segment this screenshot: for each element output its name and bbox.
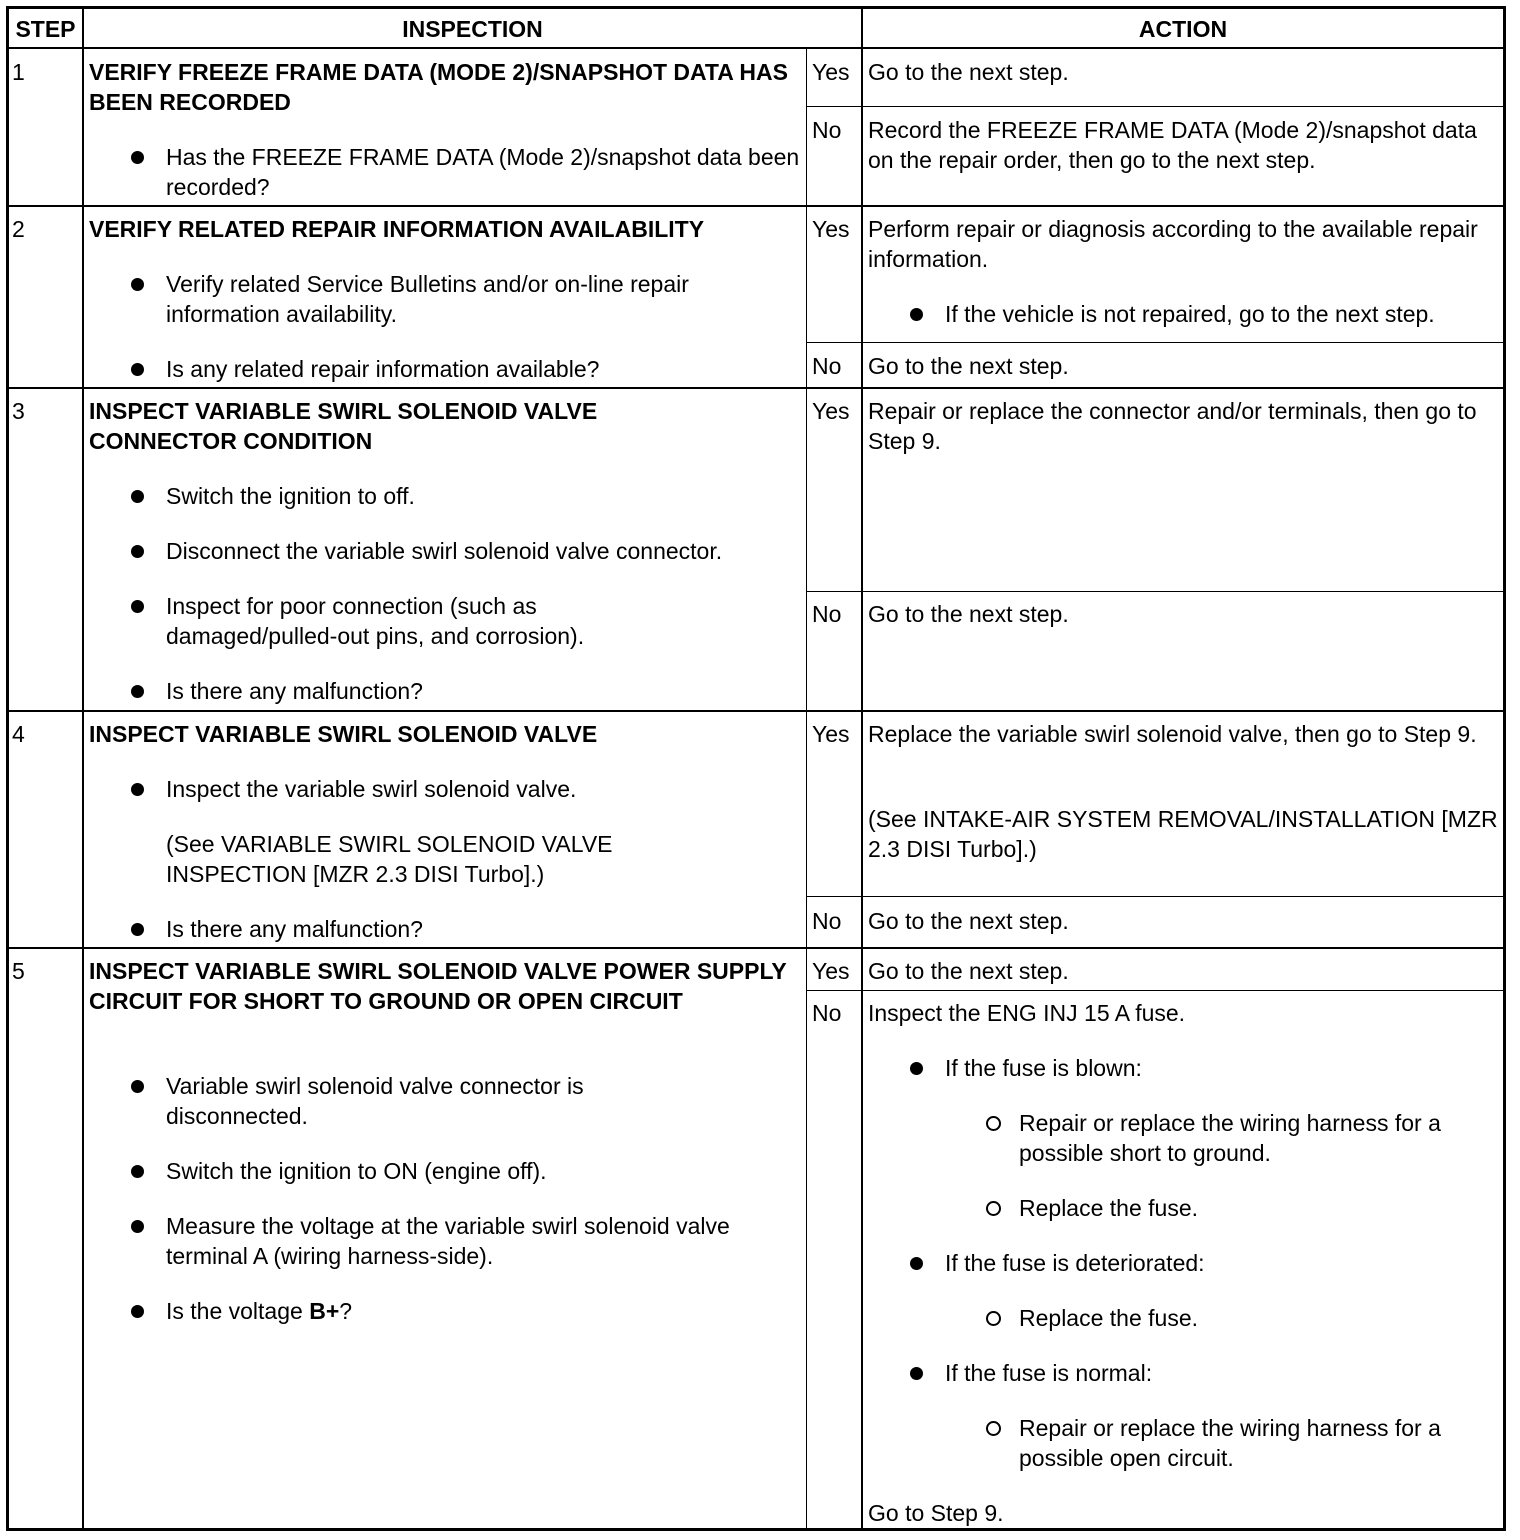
step-number: 5 <box>12 958 25 984</box>
step-number: 2 <box>12 216 25 242</box>
question-prefix: Is the voltage <box>166 1298 310 1324</box>
yes-action: Perform repair or diagnosis according to the available repair information. <box>868 216 1478 272</box>
column-header-action: ACTION <box>1138 16 1228 42</box>
yes-action: Go to the next step. <box>868 59 1069 85</box>
no-footer: Go to Step 9. <box>868 1500 1004 1526</box>
question-suffix: ? <box>339 1298 353 1324</box>
grid-line <box>806 896 1503 897</box>
grid-line <box>806 990 1503 991</box>
inspection-bullet: Inspect the variable swirl solenoid valve. <box>89 774 805 804</box>
inspection-bullet: Has the FREEZE FRAME DATA (Mode 2)/snapshot data been recorded? <box>89 142 805 202</box>
action-subbullet: Repair or replace the wiring harness for a possible short to ground. <box>868 1108 1448 1168</box>
inspection-bullet: Inspect for poor connection (such as damaged/pulled-out pins, and corrosion). <box>89 591 649 651</box>
action-bullet: If the fuse is deteriorated: <box>868 1248 1502 1278</box>
grid-line <box>82 9 84 1528</box>
inspection-bullet: Switch the ignition to off. <box>89 481 805 511</box>
column-header-step: STEP <box>15 16 76 42</box>
yes-label: Yes <box>812 216 850 242</box>
step-number: 1 <box>12 59 25 85</box>
inspection-bullet: Variable swirl solenoid valve connector is disconnected. <box>89 1071 689 1131</box>
question-value: B+ <box>309 1298 340 1324</box>
yes-label: Yes <box>812 721 850 747</box>
step-title: INSPECT VARIABLE SWIRL SOLENOID VALVE POWER SUPPLY CIRCUIT FOR SHORT TO GROUND OR OPEN CIRCUIT <box>89 958 787 1014</box>
no-label: No <box>812 1000 842 1026</box>
grid-line <box>806 342 1503 343</box>
step-title: INSPECT VARIABLE SWIRL SOLENOID VALVE CONNECTOR CONDITION <box>89 398 598 454</box>
no-action: Go to the next step. <box>868 353 1069 379</box>
grid-line <box>806 106 1503 107</box>
diagnostic-table <box>6 6 1506 1531</box>
grid-line <box>806 591 1503 592</box>
step-number: 4 <box>12 721 25 747</box>
inspection-bullet: Is there any malfunction? <box>89 914 805 944</box>
yes-label: Yes <box>812 398 850 424</box>
action-subbullet: Replace the fuse. <box>868 1193 1502 1223</box>
grid-line <box>9 947 1503 949</box>
yes-action: Go to the next step. <box>868 958 1069 984</box>
inspection-bullet: Switch the ignition to ON (engine off). <box>89 1156 805 1186</box>
inspection-bullet: Is any related repair information available? <box>89 354 805 384</box>
no-label: No <box>812 601 842 627</box>
step-title: VERIFY RELATED REPAIR INFORMATION AVAILABILITY <box>89 216 705 242</box>
inspection-question <box>89 1296 805 1326</box>
column-header-inspection: INSPECTION <box>402 16 543 42</box>
action-bullet: If the fuse is normal: <box>868 1358 1502 1388</box>
inspection-note: (See VARIABLE SWIRL SOLENOID VALVE INSPECTION [MZR 2.3 DISI Turbo].) <box>166 831 613 887</box>
grid-line <box>9 205 1503 207</box>
action-subbullet: Replace the fuse. <box>868 1303 1502 1333</box>
grid-line <box>806 49 807 1528</box>
step-number: 3 <box>12 398 25 424</box>
no-label: No <box>812 353 842 379</box>
yes-label: Yes <box>812 958 850 984</box>
no-label: No <box>812 908 842 934</box>
grid-line <box>9 710 1503 712</box>
inspection-bullet: Disconnect the variable swirl solenoid valve connector. <box>89 536 805 566</box>
no-action: Inspect the ENG INJ 15 A fuse. <box>868 1000 1186 1026</box>
no-action: Go to the next step. <box>868 601 1069 627</box>
grid-line <box>9 387 1503 389</box>
action-bullet: If the vehicle is not repaired, go to the next step. <box>868 299 1508 329</box>
no-action: Record the FREEZE FRAME DATA (Mode 2)/snapshot data on the repair order, then go to the next step. <box>868 117 1477 173</box>
yes-action: Repair or replace the connector and/or terminals, then go to Step 9. <box>868 398 1477 454</box>
yes-note: (See INTAKE-AIR SYSTEM REMOVAL/INSTALLATION [MZR 2.3 DISI Turbo].) <box>868 806 1498 862</box>
step-title: INSPECT VARIABLE SWIRL SOLENOID VALVE <box>89 721 598 747</box>
no-action: Go to the next step. <box>868 908 1069 934</box>
action-subbullet: Repair or replace the wiring harness for a possible open circuit. <box>868 1413 1448 1473</box>
inspection-bullet: Verify related Service Bulletins and/or on-line repair information availability. <box>89 269 805 329</box>
inspection-bullet: Measure the voltage at the variable swirl solenoid valve terminal A (wiring harness-side). <box>89 1211 805 1271</box>
grid-line <box>861 9 863 1528</box>
yes-label: Yes <box>812 59 850 85</box>
inspection-bullet: Is there any malfunction? <box>89 676 805 706</box>
step-title: VERIFY FREEZE FRAME DATA (MODE 2)/SNAPSHOT DATA HAS BEEN RECORDED <box>89 59 788 115</box>
yes-action: Replace the variable swirl solenoid valve, then go to Step 9. <box>868 721 1477 747</box>
action-bullet: If the fuse is blown: <box>868 1053 1502 1083</box>
no-label: No <box>812 117 842 143</box>
